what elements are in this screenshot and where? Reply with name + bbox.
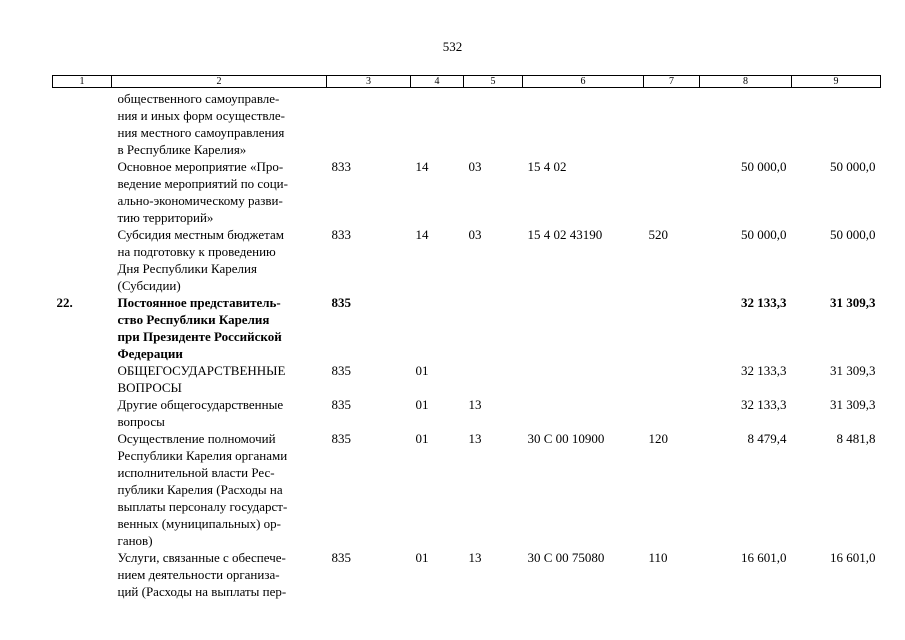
item-name-line: Основное мероприятие «Про- xyxy=(117,159,284,174)
item-name-line: Дня Республики Карелия xyxy=(117,261,257,276)
section-code: 14 xyxy=(415,227,429,242)
amount-year-2: 50 000,0 xyxy=(830,159,876,174)
subsection-code xyxy=(464,362,523,396)
section-code: 01 xyxy=(415,550,429,565)
item-name xyxy=(112,226,327,294)
item-name-line: ально-экономическому разви- xyxy=(117,193,283,208)
amount-year-2 xyxy=(792,88,881,159)
ministry-code: 835 xyxy=(331,431,351,446)
item-name xyxy=(112,430,327,549)
section-code: 01 xyxy=(415,397,429,412)
row-number xyxy=(53,226,112,294)
item-name xyxy=(112,549,327,600)
amount-year-1: 8 479,4 xyxy=(747,431,787,446)
item-name-line: Услуги, связанные с обеспече- xyxy=(117,550,286,565)
item-name-line: ство Республики Карелия xyxy=(117,312,270,327)
item-name xyxy=(112,396,327,430)
column-header: 8 xyxy=(700,76,792,88)
ministry-code: 835 xyxy=(331,363,351,378)
column-header: 2 xyxy=(112,76,327,88)
expense-type-code: 520 xyxy=(648,227,668,242)
expense-type-code xyxy=(644,362,700,396)
subsection-code: 03 xyxy=(468,159,482,174)
expense-type-code: 110 xyxy=(648,550,668,565)
column-header: 1 xyxy=(53,76,112,88)
item-name xyxy=(112,88,327,159)
subsection-code: 03 xyxy=(468,227,482,242)
target-article-code xyxy=(523,362,644,396)
amount-year-1: 32 133,3 xyxy=(741,363,787,378)
page-number: 532 xyxy=(442,39,463,54)
item-name-line: общественного самоуправле- xyxy=(117,91,280,106)
amount-year-1: 50 000,0 xyxy=(741,159,787,174)
row-number xyxy=(53,88,112,159)
ministry-code: 835 xyxy=(331,295,351,310)
row-number xyxy=(53,158,112,226)
item-name-line: ния местного самоуправления xyxy=(117,125,285,140)
amount-year-1: 16 601,0 xyxy=(741,550,787,565)
item-name xyxy=(112,158,327,226)
target-article-code: 30 С 00 75080 xyxy=(527,550,605,565)
expense-type-code xyxy=(644,88,700,159)
subsection-code: 13 xyxy=(468,550,482,565)
table-row xyxy=(53,88,881,159)
ministry-code: 833 xyxy=(331,159,351,174)
table-row xyxy=(53,158,881,226)
target-article-code xyxy=(523,294,644,362)
ministry-code: 835 xyxy=(331,550,351,565)
subsection-code xyxy=(464,88,523,159)
subsection-code xyxy=(464,294,523,362)
item-name-line: ния и иных форм осуществле- xyxy=(117,108,285,123)
table-row xyxy=(53,430,881,549)
ministry-code xyxy=(327,88,411,159)
item-name-line: Постоянное представитель- xyxy=(117,295,281,310)
section-code: 01 xyxy=(415,363,429,378)
table-row xyxy=(53,294,881,362)
amount-year-1 xyxy=(700,88,792,159)
item-name-line: венных (муниципальных) ор- xyxy=(117,516,281,531)
row-number xyxy=(53,362,112,396)
amount-year-2: 8 481,8 xyxy=(836,431,876,446)
expense-type-code: 120 xyxy=(648,431,668,446)
item-name-line: Республики Карелия органами xyxy=(117,448,288,463)
table-row xyxy=(53,396,881,430)
item-name-line: ций (Расходы на выплаты пер- xyxy=(117,584,287,599)
budget-table-body xyxy=(53,88,881,601)
target-article-code: 30 С 00 10900 xyxy=(527,431,605,446)
row-number xyxy=(53,430,112,549)
column-header: 7 xyxy=(644,76,700,88)
row-number xyxy=(53,549,112,600)
item-name-line: ганов) xyxy=(117,533,153,548)
item-name-line: тию территорий» xyxy=(117,210,214,225)
item-name-line: вопросы xyxy=(117,414,165,429)
expense-type-code xyxy=(644,158,700,226)
column-header: 5 xyxy=(464,76,523,88)
subsection-code: 13 xyxy=(468,397,482,412)
amount-year-2: 31 309,3 xyxy=(830,397,876,412)
table-row xyxy=(53,226,881,294)
amount-year-2: 16 601,0 xyxy=(830,550,876,565)
column-header: 9 xyxy=(792,76,881,88)
item-name-line: Федерации xyxy=(117,346,183,361)
item-name-line: исполнительной власти Рес- xyxy=(117,465,275,480)
row-number: 22. xyxy=(56,295,73,310)
amount-year-1: 50 000,0 xyxy=(741,227,787,242)
amount-year-2: 50 000,0 xyxy=(830,227,876,242)
amount-year-1: 32 133,3 xyxy=(741,295,787,310)
item-name xyxy=(112,294,327,362)
item-name-line: Субсидия местным бюджетам xyxy=(117,227,284,242)
table-row xyxy=(53,362,881,396)
expense-type-code xyxy=(644,294,700,362)
column-header: 3 xyxy=(327,76,411,88)
item-name-line: ОБЩЕГОСУДАРСТВЕННЫЕ xyxy=(117,363,286,378)
column-number-header-row xyxy=(53,76,881,88)
item-name-line: на подготовку к проведению xyxy=(117,244,276,259)
item-name-line: в Республике Карелия» xyxy=(117,142,247,157)
item-name-line: Осуществление полномочий xyxy=(117,431,276,446)
ministry-code: 835 xyxy=(331,397,351,412)
item-name-line: выплаты персоналу государст- xyxy=(117,499,288,514)
expense-type-code xyxy=(644,396,700,430)
amount-year-2: 31 309,3 xyxy=(830,363,876,378)
item-name-line: Другие общегосударственные xyxy=(117,397,284,412)
section-code xyxy=(411,88,464,159)
target-article-code: 15 4 02 43190 xyxy=(527,227,603,242)
ministry-code: 833 xyxy=(331,227,351,242)
column-header: 6 xyxy=(523,76,644,88)
subsection-code: 13 xyxy=(468,431,482,446)
item-name-line: ВОПРОСЫ xyxy=(117,380,182,395)
amount-year-1: 32 133,3 xyxy=(741,397,787,412)
column-header: 4 xyxy=(411,76,464,88)
item-name xyxy=(112,362,327,396)
table-row xyxy=(53,549,881,600)
item-name-line: публики Карелия (Расходы на xyxy=(117,482,283,497)
section-code: 14 xyxy=(415,159,429,174)
section-code xyxy=(411,294,464,362)
amount-year-2: 31 309,3 xyxy=(830,295,876,310)
item-name-line: при Президенте Российской xyxy=(117,329,282,344)
target-article-code xyxy=(523,396,644,430)
target-article-code xyxy=(523,88,644,159)
target-article-code: 15 4 02 xyxy=(527,159,567,174)
item-name-line: ведение мероприятий по соци- xyxy=(117,176,288,191)
budget-table xyxy=(52,75,881,600)
item-name-line: (Субсидии) xyxy=(117,278,181,293)
section-code: 01 xyxy=(415,431,429,446)
row-number xyxy=(53,396,112,430)
item-name-line: нием деятельности организа- xyxy=(117,567,280,582)
